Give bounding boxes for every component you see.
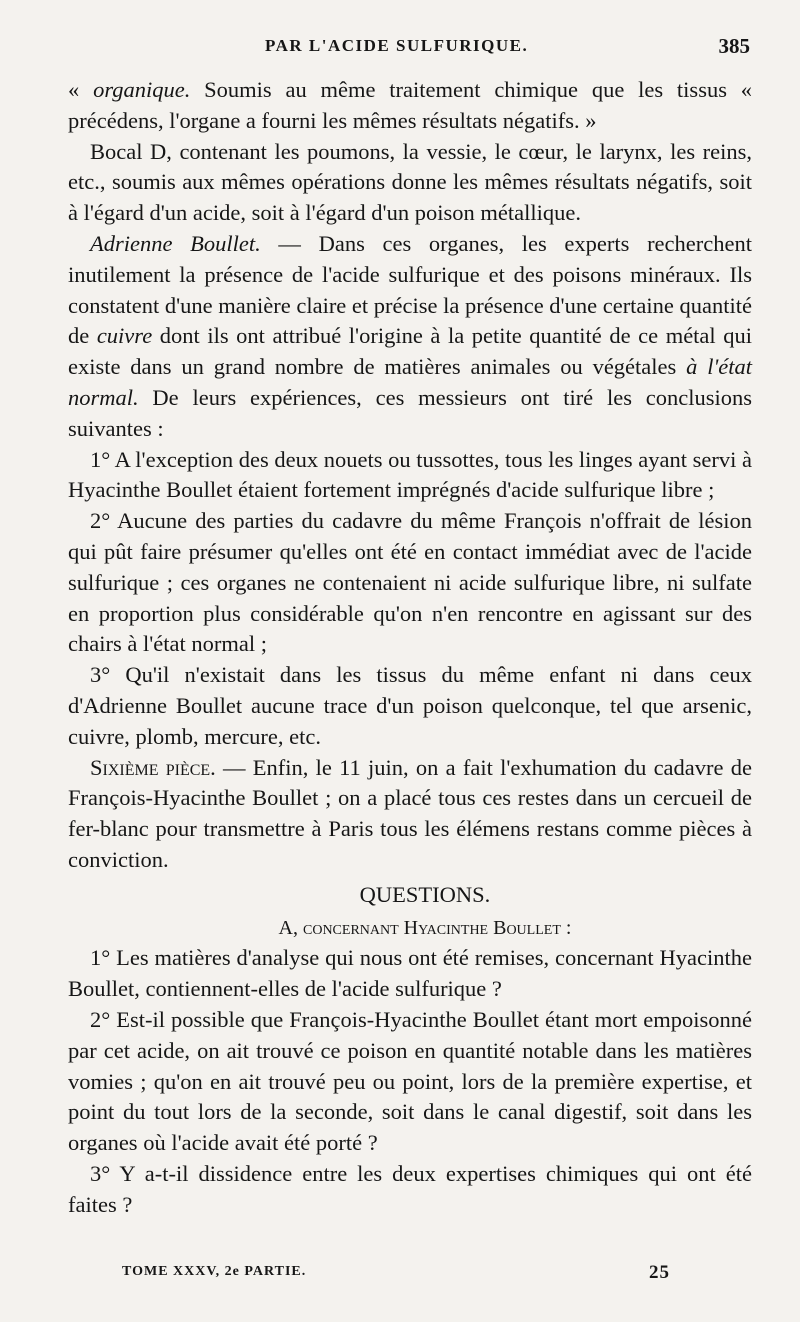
text-run: organique. bbox=[93, 77, 191, 102]
signature-mark: TOME XXXV, 2e PARTIE. bbox=[122, 1264, 307, 1279]
page-body bbox=[68, 75, 752, 1220]
text-run: — Dans ces organes, les experts recherchent inutilement la présence de l'acide sulfurique et des poisons minéraux. Ils constatent d'une manière claire et précise la présence d'une certaine quantité de bbox=[68, 230, 753, 349]
signature-number: 25 bbox=[649, 1262, 670, 1283]
text-run: 1° Les matières d'analyse qui nous ont été remises, concernant Hyacinthe Boullet, contiennent-elles de l'acide sulfurique ? bbox=[68, 945, 752, 1002]
text-run: 1° A l'exception des deux nouets ou tussottes, tous les linges ayant servi à Hyacinthe Boullet étaient fortement imprégnés d'acide sulfurique libre ; bbox=[68, 446, 752, 503]
text-run: 2° Est-il possible que François-Hyacinthe Boullet étant mort empoisonné par cet acide, on ait trouvé ce poison en quantité notable dans les matières vomies ; qu'on en ait trouvé peu ou point, lors de la première expertise, et point du tout lors de la seconde, soit dans le canal digestif, soit dans les organes où l'acide avait été porté ? bbox=[68, 1006, 752, 1156]
paragraph bbox=[68, 229, 752, 445]
text-run: Soumis au même traitement chimique que les tissus « précédens, l'organe a fourni les mêmes résultats négatifs. » bbox=[68, 77, 753, 133]
subheading-prefix: A, bbox=[278, 916, 303, 939]
text-run: « bbox=[68, 77, 94, 102]
text-run: Sixième pièce. bbox=[90, 754, 216, 780]
text-run: Adrienne Boullet. bbox=[90, 230, 261, 256]
text-run: dont ils ont attribué l'origine à la petite quantité de ce métal qui existe dans un grand nombre de matières animales ou végétales bbox=[68, 323, 752, 380]
paragraph bbox=[68, 75, 752, 137]
text-run: à l'état normal. bbox=[68, 354, 752, 410]
paragraph bbox=[68, 1159, 752, 1221]
paragraph bbox=[68, 137, 752, 229]
text-run: 3° Qu'il n'existait dans les tissus du même enfant ni dans ceux d'Adrienne Boullet aucune trace d'un poison quelconque, tel que arsenic, cuivre, plomb, mercure, etc. bbox=[68, 662, 752, 749]
text-run: — Enfin, le 11 juin, on a fait l'exhumation du cadavre de François-Hyacinthe Boullet ; on a placé tous ces restes dans un cercueil de fer-blanc pour transmettre à Paris tous les élémens restans comme pièces à conviction. bbox=[68, 754, 752, 872]
running-title: PAR L'ACIDE SULFURIQUE. bbox=[265, 36, 529, 55]
paragraph bbox=[68, 506, 752, 660]
running-head bbox=[70, 34, 750, 64]
page-number: 385 bbox=[718, 34, 750, 58]
paragraph bbox=[68, 660, 752, 752]
paragraph bbox=[68, 753, 752, 876]
text-run: cuivre bbox=[96, 323, 153, 349]
section-subheading bbox=[68, 913, 752, 944]
text-run: De leurs expériences, ces messieurs ont tiré les conclusions suivantes : bbox=[68, 384, 752, 441]
paragraph bbox=[68, 943, 752, 1005]
text-run: 2° Aucune des parties du cadavre du même François n'offrait de lésion qui pût faire présumer qu'elles ont été en contact immédiat avec de l'acide sulfurique ; ces organes ne contenaient ni acide sulfurique libre, ni sulfate en proportion plus considérable qu'on n'en rencontre en agissant sur des chairs à l'état normal ; bbox=[68, 508, 752, 657]
section-heading: QUESTIONS. bbox=[359, 881, 491, 907]
paragraph bbox=[68, 445, 752, 507]
paragraph bbox=[68, 1005, 752, 1159]
printer-signature bbox=[122, 1262, 670, 1288]
subheading-text: concernant Hyacinthe Boullet : bbox=[303, 916, 572, 939]
text-run: 3° Y a-t-il dissidence entre les deux expertises chimiques qui ont été faites ? bbox=[68, 1160, 752, 1217]
text-run: Bocal D, contenant les poumons, la vessie, le cœur, le larynx, les reins, etc., soumis aux mêmes opérations donne les mêmes résultats négatifs, soit à l'égard d'un acide, soit à l'égard d'un poison métallique. bbox=[68, 138, 752, 226]
